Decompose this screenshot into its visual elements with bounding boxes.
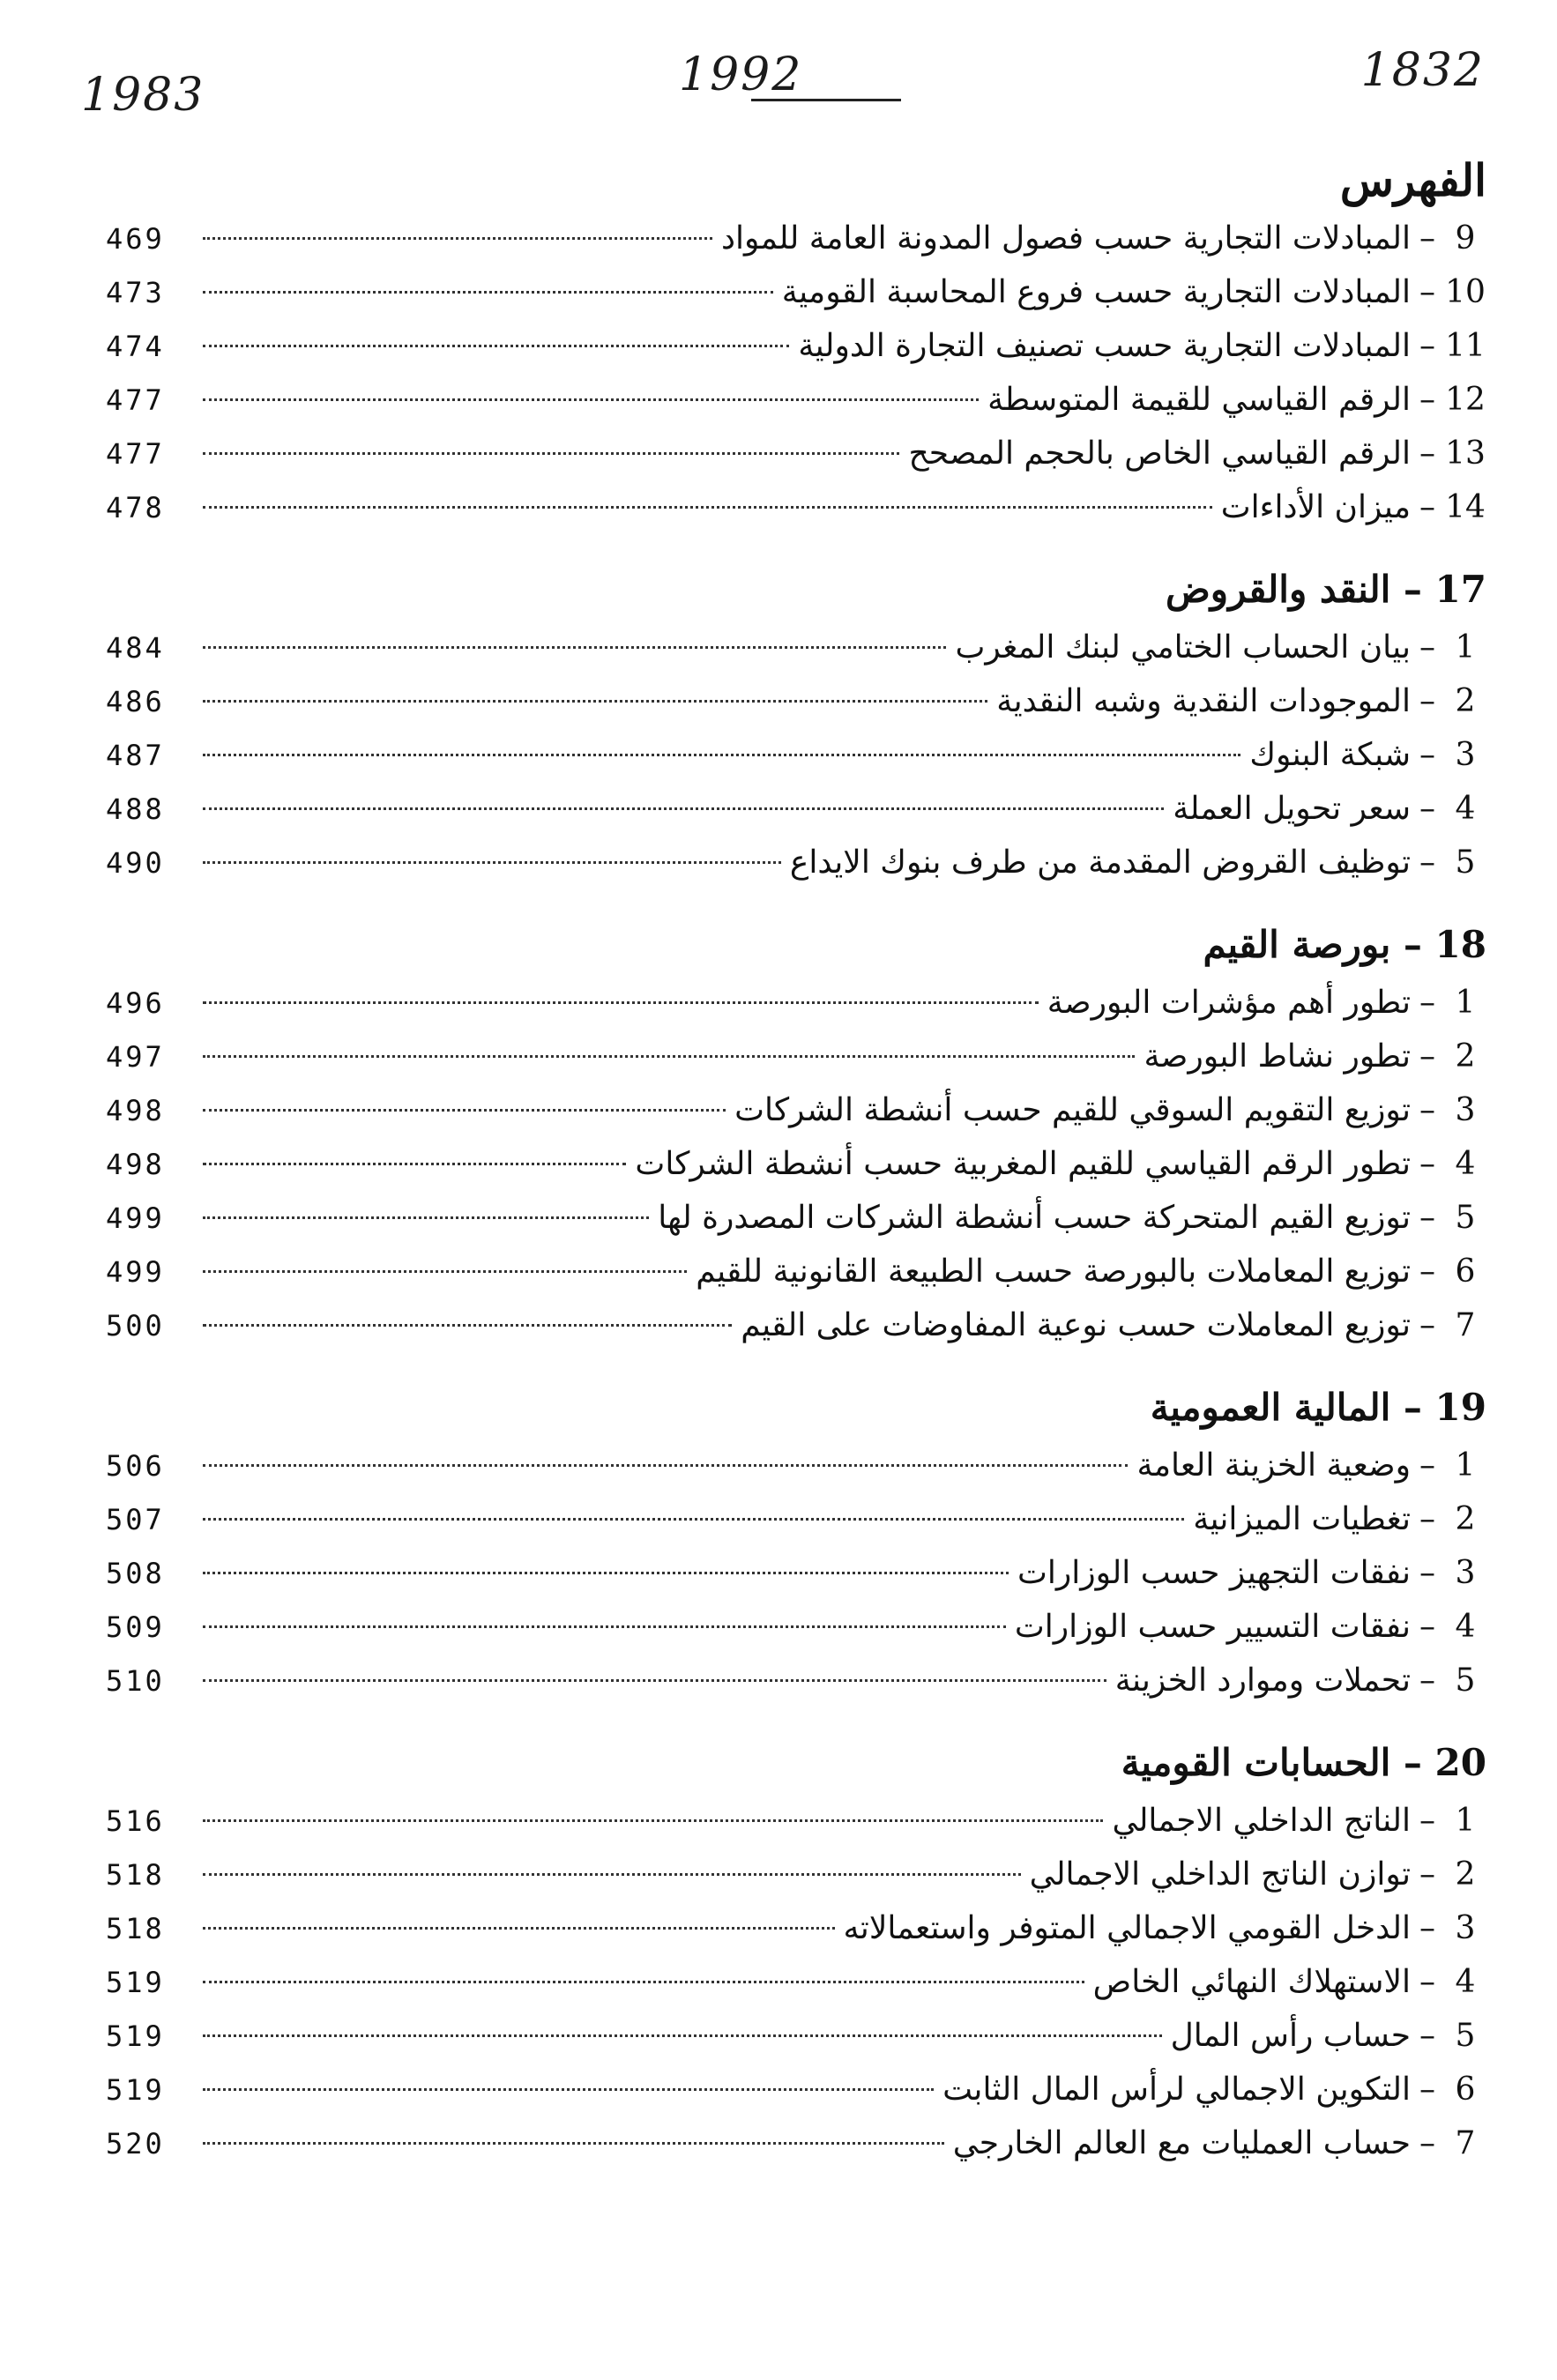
dot-leader bbox=[203, 1270, 687, 1273]
entry-page-number: 506 bbox=[106, 1449, 165, 1483]
entry-number: 4 bbox=[1455, 791, 1476, 827]
toc-entry[interactable] bbox=[106, 782, 1486, 836]
entry-title: تطور نشاط البورصة bbox=[1144, 1038, 1411, 1075]
entry-title: التكوين الاجمالي لرأس المال الثابت bbox=[942, 2071, 1411, 2108]
entry-title: حساب العمليات مع العالم الخارجي bbox=[952, 2125, 1411, 2161]
entry-dash: – bbox=[1419, 1146, 1435, 1182]
entry-number: 9 bbox=[1455, 220, 1476, 257]
section-title: 18 – بورصة القيم bbox=[1203, 923, 1486, 966]
toc-entry[interactable] bbox=[106, 212, 1486, 265]
entry-title: الرقم القياسي الخاص بالحجم المصحح bbox=[908, 435, 1411, 472]
entry-title: تطور الرقم القياسي للقيم المغربية حسب أنشطة الشركات bbox=[635, 1146, 1411, 1182]
entry-dash: – bbox=[1419, 2125, 1435, 2161]
entry-page-number: 487 bbox=[106, 739, 165, 772]
entry-dash: – bbox=[1419, 489, 1435, 525]
entry-dash: – bbox=[1419, 1501, 1435, 1537]
entry-page-number: 477 bbox=[106, 437, 165, 471]
entry-dash: – bbox=[1419, 2071, 1435, 2108]
toc-entry[interactable] bbox=[106, 674, 1486, 728]
entry-page-number: 486 bbox=[106, 685, 165, 718]
dot-leader bbox=[203, 1324, 732, 1327]
entry-number: 2 bbox=[1455, 1038, 1476, 1075]
dot-leader bbox=[203, 2034, 1162, 2037]
entry-page-number: 484 bbox=[106, 631, 165, 665]
entry-dash: – bbox=[1419, 1253, 1435, 1290]
dot-leader bbox=[203, 291, 773, 294]
toc-entry[interactable] bbox=[106, 1439, 1486, 1492]
entry-title: المبادلات التجارية حسب فصول المدونة العامة للمواد bbox=[721, 220, 1411, 257]
handwritten-underline bbox=[751, 99, 901, 101]
entry-dash: – bbox=[1419, 791, 1435, 827]
toc-entry[interactable] bbox=[106, 1654, 1486, 1707]
entry-page-number: 518 bbox=[106, 1912, 165, 1945]
toc-entry[interactable] bbox=[106, 1083, 1486, 1137]
dot-leader bbox=[203, 700, 987, 703]
toc-entry[interactable] bbox=[106, 480, 1486, 534]
entry-dash: – bbox=[1419, 737, 1435, 773]
dot-leader bbox=[203, 807, 1164, 810]
entry-dash: – bbox=[1419, 1609, 1435, 1645]
entry-number: 3 bbox=[1455, 1910, 1476, 1946]
entry-dash: – bbox=[1419, 1910, 1435, 1946]
toc-entry[interactable] bbox=[106, 1600, 1486, 1654]
toc-entry[interactable] bbox=[106, 1245, 1486, 1298]
entry-page-number: 500 bbox=[106, 1309, 165, 1342]
entry-dash: – bbox=[1419, 1964, 1435, 2000]
entry-title: وضعية الخزينة العامة bbox=[1136, 1447, 1411, 1484]
dot-leader bbox=[203, 2142, 944, 2145]
entry-number: 1 bbox=[1455, 1447, 1476, 1484]
dot-leader bbox=[203, 1819, 1103, 1822]
entry-page-number: 490 bbox=[106, 846, 165, 880]
toc-entry[interactable] bbox=[106, 265, 1486, 319]
entry-title: نفقات التسيير حسب الوزارات bbox=[1014, 1609, 1411, 1645]
entry-number: 2 bbox=[1455, 1501, 1476, 1537]
toc-entry[interactable] bbox=[106, 1546, 1486, 1600]
entry-number: 5 bbox=[1455, 1200, 1476, 1236]
entry-title: المبادلات التجارية حسب تصنيف التجارة الدولية bbox=[798, 328, 1411, 364]
entry-page-number: 498 bbox=[106, 1148, 165, 1181]
entry-page-number: 519 bbox=[106, 1966, 165, 1999]
entry-number: 3 bbox=[1455, 1092, 1476, 1128]
entry-dash: – bbox=[1419, 328, 1435, 364]
toc-entry[interactable] bbox=[106, 728, 1486, 782]
toc-entry[interactable] bbox=[106, 621, 1486, 674]
section-title: 17 – النقد والقروض bbox=[1166, 568, 1486, 611]
entry-dash: – bbox=[1419, 1447, 1435, 1484]
dot-leader bbox=[203, 1001, 1039, 1004]
entry-number: 7 bbox=[1455, 1307, 1476, 1343]
dot-leader bbox=[203, 2088, 934, 2091]
dot-leader bbox=[203, 1518, 1184, 1521]
entry-dash: – bbox=[1419, 844, 1435, 881]
toc-entry[interactable] bbox=[106, 1848, 1486, 1901]
toc-entry[interactable] bbox=[106, 1955, 1486, 2009]
toc-entry[interactable] bbox=[106, 976, 1486, 1030]
entry-title: الاستهلاك النهائي الخاص bbox=[1092, 1964, 1411, 2000]
entry-page-number: 496 bbox=[106, 986, 165, 1020]
toc-entry[interactable] bbox=[106, 319, 1486, 373]
entry-page-number: 507 bbox=[106, 1503, 165, 1536]
dot-leader bbox=[203, 1927, 835, 1930]
entry-title: شبكة البنوك bbox=[1249, 737, 1411, 773]
entry-dash: – bbox=[1419, 435, 1435, 472]
entry-page-number: 510 bbox=[106, 1664, 165, 1698]
entry-dash: – bbox=[1419, 1662, 1435, 1699]
entry-dash: – bbox=[1419, 985, 1435, 1021]
entry-number: 14 bbox=[1445, 489, 1486, 525]
table-of-contents bbox=[106, 150, 1486, 2170]
entry-page-number: 520 bbox=[106, 2127, 165, 2161]
dot-leader bbox=[203, 1163, 626, 1165]
toc-entry[interactable] bbox=[106, 2116, 1486, 2170]
dot-leader bbox=[203, 506, 1212, 509]
dot-leader bbox=[203, 1873, 1021, 1876]
entry-page-number: 499 bbox=[106, 1201, 165, 1235]
entry-number: 12 bbox=[1445, 382, 1486, 418]
entry-dash: – bbox=[1419, 1307, 1435, 1343]
entry-number: 5 bbox=[1455, 844, 1476, 881]
entry-title: الموجودات النقدية وشبه النقدية bbox=[996, 683, 1411, 719]
entry-dash: – bbox=[1419, 1200, 1435, 1236]
entry-title: الدخل القومي الاجمالي المتوفر واستعمالاته bbox=[843, 1910, 1411, 1946]
toc-entry[interactable] bbox=[106, 2063, 1486, 2116]
entry-dash: – bbox=[1419, 1803, 1435, 1839]
dot-leader bbox=[203, 452, 899, 455]
section-title: 20 – الحسابات القومية bbox=[1121, 1741, 1486, 1784]
handwritten-note-right: 1832 bbox=[1360, 44, 1485, 97]
entry-page-number: 497 bbox=[106, 1040, 165, 1074]
entry-number: 5 bbox=[1455, 1662, 1476, 1699]
entry-page-number: 508 bbox=[106, 1557, 165, 1590]
toc-entry[interactable] bbox=[106, 1901, 1486, 1955]
dot-leader bbox=[203, 1981, 1084, 1983]
entry-title: توزيع القيم المتحركة حسب أنشطة الشركات المصدرة لها bbox=[658, 1200, 1411, 1236]
entry-dash: – bbox=[1419, 2018, 1435, 2054]
entry-number: 6 bbox=[1455, 1253, 1476, 1290]
entry-page-number: 519 bbox=[106, 2073, 165, 2107]
entry-page-number: 499 bbox=[106, 1255, 165, 1289]
entry-page-number: 519 bbox=[106, 2019, 165, 2053]
entry-dash: – bbox=[1419, 1555, 1435, 1591]
entry-title: نفقات التجهيز حسب الوزارات bbox=[1017, 1555, 1411, 1591]
entry-page-number: 518 bbox=[106, 1858, 165, 1892]
dot-leader bbox=[203, 646, 946, 649]
dot-leader bbox=[203, 237, 712, 240]
entry-page-number: 498 bbox=[106, 1094, 165, 1127]
dot-leader bbox=[203, 1625, 1006, 1628]
entry-number: 3 bbox=[1455, 1555, 1476, 1591]
entry-number: 1 bbox=[1455, 629, 1476, 666]
entry-title: توزيع التقويم السوقي للقيم حسب أنشطة الشركات bbox=[734, 1092, 1411, 1128]
entry-dash: – bbox=[1419, 1092, 1435, 1128]
entry-title: المبادلات التجارية حسب فروع المحاسبة القومية bbox=[781, 274, 1411, 310]
entry-page-number: 478 bbox=[106, 491, 165, 524]
entry-number: 4 bbox=[1455, 1964, 1476, 2000]
entry-dash: – bbox=[1419, 629, 1435, 666]
entry-dash: – bbox=[1419, 1038, 1435, 1075]
toc-entry[interactable] bbox=[106, 373, 1486, 427]
entry-number: 11 bbox=[1445, 328, 1486, 364]
toc-entry[interactable] bbox=[106, 1191, 1486, 1245]
toc-entry[interactable] bbox=[106, 1298, 1486, 1352]
entry-page-number: 474 bbox=[106, 330, 165, 363]
toc-entry[interactable] bbox=[106, 836, 1486, 889]
section-title: 19 – المالية العمومية bbox=[1150, 1386, 1486, 1429]
toc-entry[interactable] bbox=[106, 1030, 1486, 1083]
entry-dash: – bbox=[1419, 683, 1435, 719]
entry-page-number: 509 bbox=[106, 1610, 165, 1644]
toc-entry[interactable] bbox=[106, 1492, 1486, 1546]
entry-number: 1 bbox=[1455, 985, 1476, 1021]
toc-entry[interactable] bbox=[106, 1137, 1486, 1191]
dot-leader bbox=[203, 1055, 1135, 1058]
entry-title: سعر تحويل العملة bbox=[1173, 791, 1411, 827]
entry-title: توزيع المعاملات حسب نوعية المفاوضات على القيم bbox=[741, 1307, 1411, 1343]
entry-title: تحملات وموارد الخزينة bbox=[1114, 1662, 1411, 1699]
entry-number: 2 bbox=[1455, 1856, 1476, 1893]
dot-leader bbox=[203, 754, 1240, 756]
entry-page-number: 488 bbox=[106, 792, 165, 826]
dot-leader bbox=[203, 345, 789, 347]
dot-leader bbox=[203, 1109, 726, 1112]
entry-title: ميزان الأداءات bbox=[1220, 489, 1411, 525]
entry-number: 4 bbox=[1455, 1146, 1476, 1182]
dot-leader bbox=[203, 861, 781, 864]
entry-number: 7 bbox=[1455, 2125, 1476, 2161]
toc-entry[interactable] bbox=[106, 2009, 1486, 2063]
entry-number: 1 bbox=[1455, 1803, 1476, 1839]
entry-dash: – bbox=[1419, 274, 1435, 310]
entry-dash: – bbox=[1419, 382, 1435, 418]
dot-leader bbox=[203, 1216, 649, 1219]
entry-number: 13 bbox=[1445, 435, 1486, 472]
toc-entry[interactable] bbox=[106, 1794, 1486, 1848]
entry-title: توزيع المعاملات بالبورصة حسب الطبيعة القانونية للقيم bbox=[696, 1253, 1411, 1290]
entry-page-number: 473 bbox=[106, 276, 165, 309]
entry-number: 5 bbox=[1455, 2018, 1476, 2054]
entry-dash: – bbox=[1419, 220, 1435, 257]
entry-number: 6 bbox=[1455, 2071, 1476, 2108]
entry-page-number: 469 bbox=[106, 222, 165, 256]
entry-number: 3 bbox=[1455, 737, 1476, 773]
entry-number: 10 bbox=[1445, 274, 1486, 310]
dot-leader bbox=[203, 398, 979, 401]
section-title: الفهرس bbox=[1339, 154, 1486, 206]
entry-title: بيان الحساب الختامي لبنك المغرب bbox=[955, 629, 1411, 666]
entry-dash: – bbox=[1419, 1856, 1435, 1893]
entry-page-number: 477 bbox=[106, 383, 165, 417]
entry-title: تطور أهم مؤشرات البورصة bbox=[1047, 985, 1411, 1021]
handwritten-note-left: 1983 bbox=[81, 69, 205, 122]
entry-number: 4 bbox=[1455, 1609, 1476, 1645]
entry-title: الناتج الداخلي الاجمالي bbox=[1112, 1803, 1411, 1839]
entry-page-number: 516 bbox=[106, 1804, 165, 1838]
dot-leader bbox=[203, 1679, 1106, 1682]
entry-title: توازن الناتج الداخلي الاجمالي bbox=[1029, 1856, 1411, 1893]
toc-entry[interactable] bbox=[106, 427, 1486, 480]
handwritten-note-center: 1992 bbox=[679, 48, 803, 101]
entry-title: حساب رأس المال bbox=[1170, 2018, 1411, 2054]
entry-title: تغطيات الميزانية bbox=[1193, 1501, 1411, 1537]
dot-leader bbox=[203, 1464, 1128, 1467]
entry-number: 2 bbox=[1455, 683, 1476, 719]
entry-title: توظيف القروض المقدمة من طرف بنوك الايداع bbox=[789, 844, 1411, 881]
entry-title: الرقم القياسي للقيمة المتوسطة bbox=[987, 382, 1411, 418]
dot-leader bbox=[203, 1572, 1009, 1574]
